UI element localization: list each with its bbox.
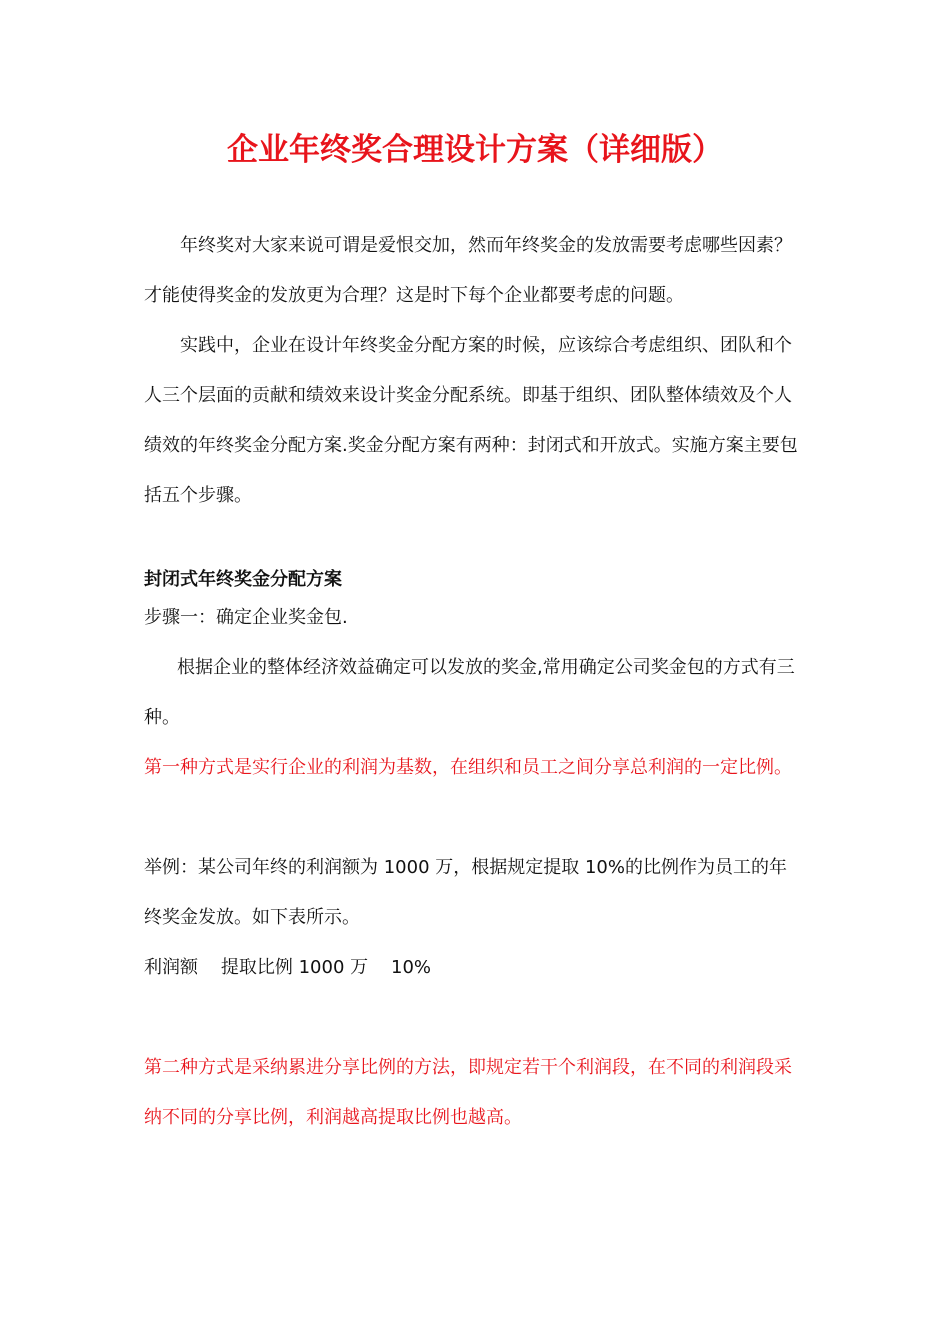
step-one-label: 步骤一：确定企业奖金包. (144, 607, 348, 628)
section-heading: 封闭式年终奖金分配方案 (144, 569, 342, 590)
example-paragraph: 举例：某公司年终的利润额为 1000 万，根据规定提取 10%的比例作为员工的年终奖金发放。如下表所示。 (144, 857, 787, 928)
method-two-paragraph: 第二种方式是采纳累进分享比例的方法，即规定若干个利润段，在不同的利润段采纳不同的分享比例，利润越高提取比例也越高。 (144, 1057, 792, 1128)
document-title: 企业年终奖合理设计方案（详细版） (227, 132, 723, 168)
method-one-paragraph: 第一种方式是实行企业的利润为基数，在组织和员工之间分享总利润的一定比例。 (144, 757, 792, 778)
profit-table-row: 利润额 提取比例 1000 万 10% (144, 957, 432, 978)
intro-paragraph-2: 实践中，企业在设计年终奖金分配方案的时候，应该综合考虑组织、团队和个人三个层面的贡献和绩效来设计奖金分配系统。即基于组织、团队整体绩效及个人绩效的年终奖金分配方案.奖金分配方案有两种：封闭式和开放式。实施方案主要包括五个步骤。 (144, 335, 798, 506)
intro-paragraph-1: 年终奖对大家来说可谓是爱恨交加，然而年终奖金的发放需要考虑哪些因素？才能使得奖金的发放更为合理？这是时下每个企业都要考虑的问题。 (144, 235, 792, 306)
step-one-paragraph: 根据企业的整体经济效益确定可以发放的奖金,常用确定公司奖金包的方式有三种。 (144, 657, 795, 728)
